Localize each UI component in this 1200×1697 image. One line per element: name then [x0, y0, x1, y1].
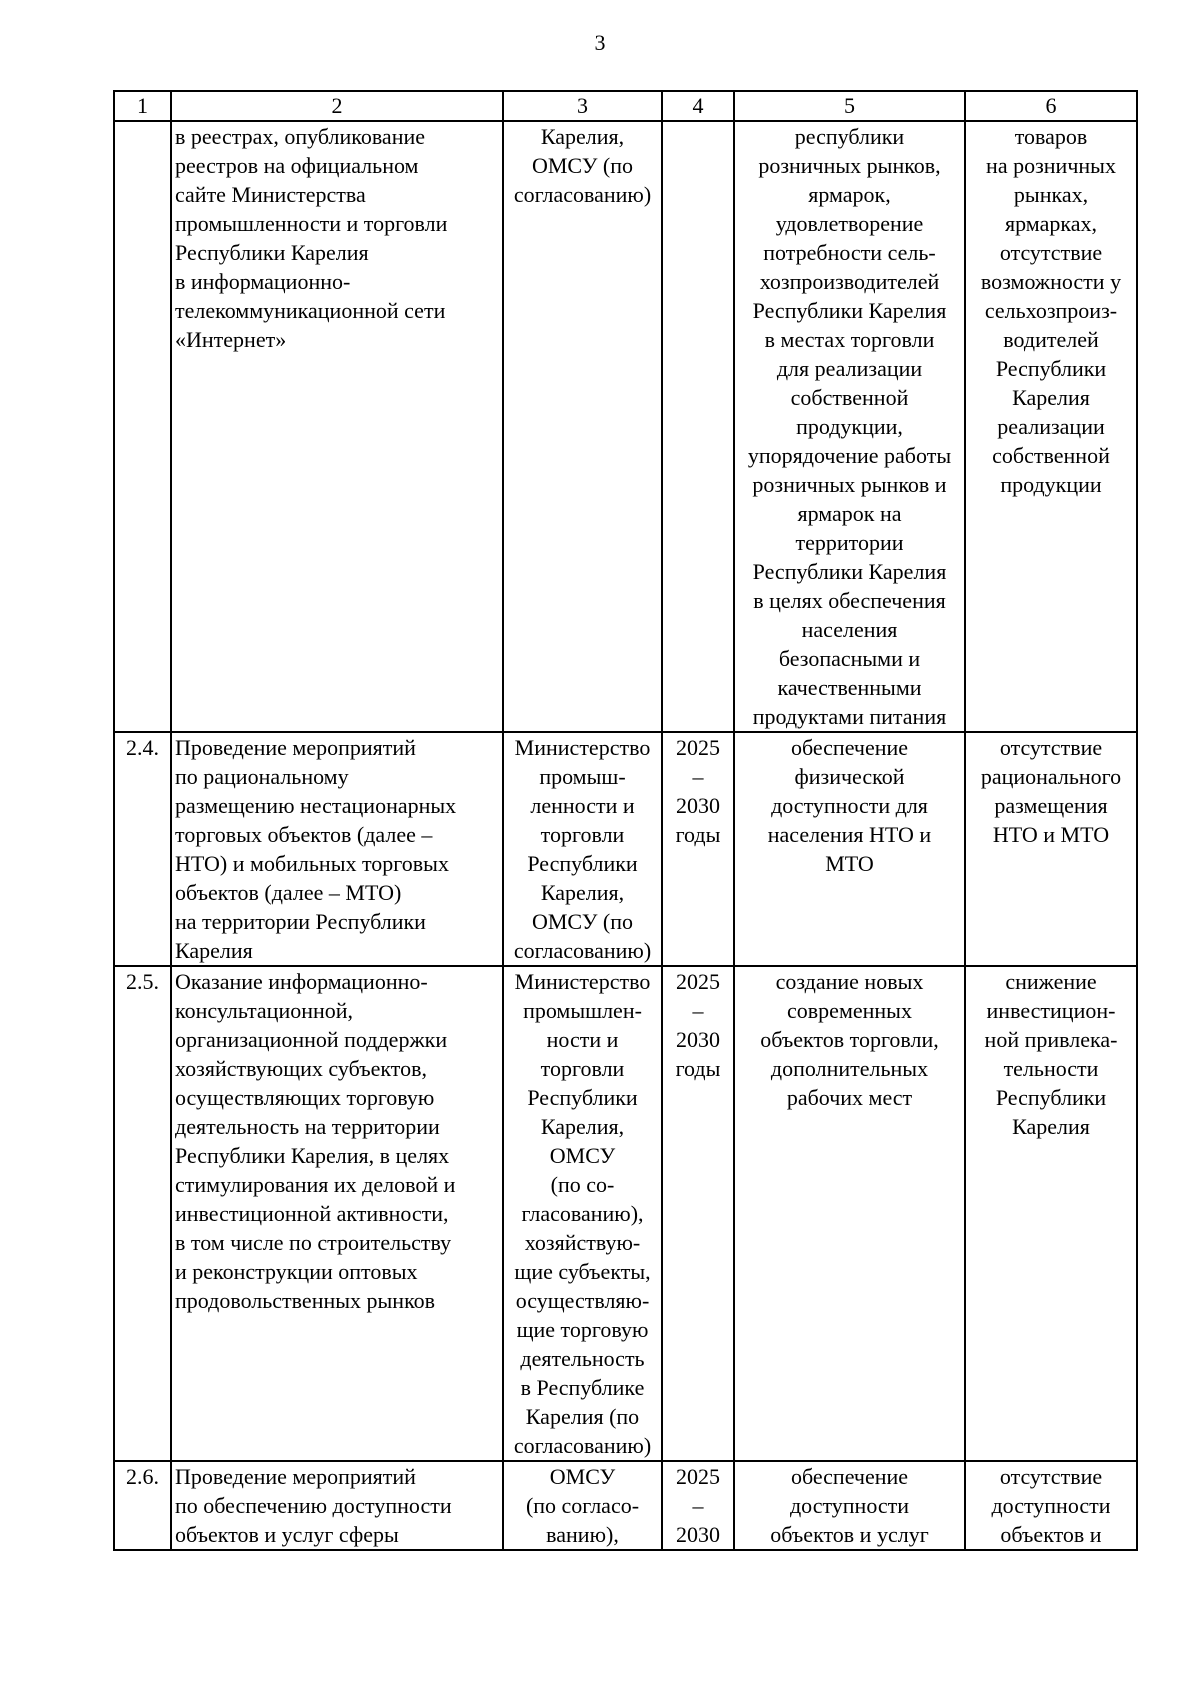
cell-text-line: объектов и	[1000, 1522, 1102, 1547]
measures-table	[113, 90, 1138, 1551]
cell-text-line: рынках,	[1013, 182, 1089, 207]
cell-text-line: создание новых	[775, 969, 924, 994]
item-number-cell	[114, 1461, 171, 1550]
cell-text-line: безопасными и	[778, 646, 921, 671]
cell-text-line: снижение	[1005, 969, 1097, 994]
cell-text-line: сельхозпроиз-	[984, 298, 1118, 323]
cell-text-line: осуществляющих торговую	[175, 1085, 435, 1110]
executor-cell	[503, 1461, 662, 1550]
cell-text-line: обеспечение	[790, 735, 909, 760]
cell-text-line: хозпроизводителей	[759, 269, 940, 294]
column-number-row	[114, 91, 1137, 121]
cell-text-line: физической	[794, 764, 905, 789]
cell-text-line: объектов и услуг	[770, 1522, 929, 1547]
column-header: 4	[662, 91, 734, 121]
cell-text-line: для реализации	[776, 356, 923, 381]
cell-text-line: Республики	[995, 1085, 1107, 1110]
cell-text-line: собственной	[992, 443, 1110, 468]
cell-text-line: рационального	[980, 764, 1122, 789]
table-row	[114, 121, 1137, 732]
cell-text-line: Республики	[995, 356, 1107, 381]
cell-text-line: упорядочение работы	[747, 443, 952, 468]
cell-text-line: ной привлека-	[984, 1027, 1118, 1052]
cell-text-line: 2025	[676, 735, 720, 760]
column-header: 6	[965, 91, 1137, 121]
cell-text-line: Республики Карелия	[175, 240, 369, 265]
cell-text-line: продуктами питания	[752, 704, 947, 729]
cell-text-line: качественными	[777, 675, 922, 700]
cell-text-line: доступности	[991, 1493, 1111, 1518]
column-header: 2	[171, 91, 503, 121]
cell-text-line: (по со-	[550, 1172, 615, 1197]
cell-text-line: отсутствие	[999, 240, 1103, 265]
cell-text-line: удовлетворение	[775, 211, 924, 236]
cell-text-line: щие торговую	[516, 1317, 649, 1342]
cell-text-line: реализации	[997, 414, 1105, 439]
cell-text-line: Карелия	[1012, 385, 1090, 410]
cell-text-line: Карелия	[175, 938, 253, 963]
cell-text-line: «Интернет»	[175, 327, 287, 352]
cell-text-line: республики	[794, 124, 905, 149]
cell-text-line: 2030	[676, 1522, 720, 1547]
measure-name-cell	[171, 966, 503, 1461]
cell-text-line: консультационной,	[175, 998, 354, 1023]
cell-text-line: ОМСУ (по	[531, 153, 633, 178]
table-row	[114, 1461, 1137, 1550]
measure-name-cell	[171, 732, 503, 966]
cell-text-line: торговых объектов (далее –	[175, 822, 433, 847]
cell-text-line: хозяйствующих субъектов,	[175, 1056, 427, 1081]
cell-text-line: потребности сель-	[763, 240, 936, 265]
cell-text-line: 2.4.	[126, 735, 159, 760]
expected-result-cell	[734, 121, 965, 732]
cell-text-line: на территории Республики	[175, 909, 426, 934]
cell-text-line: Проведение мероприятий	[175, 735, 416, 760]
cell-text-line: согласованию)	[513, 938, 652, 963]
cell-text-line: объектов торговли,	[760, 1027, 939, 1052]
cell-text-line: сайте Министерства	[175, 182, 366, 207]
cell-text-line: 2.5.	[126, 969, 159, 994]
cell-text-line: Карелия,	[540, 880, 625, 905]
cell-text-line: размещению нестационарных	[175, 793, 457, 818]
term-cell	[662, 966, 734, 1461]
cell-text-line: в Республике	[520, 1375, 645, 1400]
cell-text-line: инвестиционной активности,	[175, 1201, 449, 1226]
cell-text-line: ОМСУ	[549, 1143, 616, 1168]
item-number-cell	[114, 732, 171, 966]
cell-text-line: 2025	[676, 1464, 720, 1489]
cell-text-line: щие субъекты,	[514, 1259, 651, 1284]
cell-text-line: в информационно-	[175, 269, 351, 294]
cell-text-line: гласованию),	[521, 1201, 644, 1226]
table-body	[114, 121, 1137, 1550]
cell-text-line: отсутствие	[999, 1464, 1103, 1489]
table-row	[114, 966, 1137, 1461]
cell-text-line: Министерство	[514, 735, 651, 760]
cell-text-line: водителей	[1003, 327, 1099, 352]
cell-text-line: 2025	[676, 969, 720, 994]
cell-text-line: 2.6.	[126, 1464, 159, 1489]
cell-text-line: в целях обеспечения	[753, 588, 946, 613]
cell-text-line: 2030	[676, 793, 720, 818]
cell-text-line: промыш-	[539, 764, 626, 789]
cell-text-line: МТО	[825, 851, 874, 876]
cell-text-line: ОМСУ	[549, 1464, 616, 1489]
cell-text-line: территории	[795, 530, 904, 555]
cell-text-line: 2030	[676, 1027, 720, 1052]
cell-text-line: инвестицион-	[986, 998, 1116, 1023]
executor-cell	[503, 121, 662, 732]
cell-text-line: Министерство	[514, 969, 651, 994]
expected-result-cell	[734, 1461, 965, 1550]
cell-text-line: Карелия,	[540, 124, 625, 149]
cell-text-line: дополнительных	[770, 1056, 929, 1081]
cell-text-line: телекоммуникационной сети	[175, 298, 446, 323]
consequence-cell	[965, 966, 1137, 1461]
cell-text-line: согласованию)	[513, 1433, 652, 1458]
cell-text-line: Карелия,	[540, 1114, 625, 1139]
cell-text-line: Карелия (по	[525, 1404, 640, 1429]
cell-text-line: продукции	[1000, 472, 1102, 497]
expected-result-cell	[734, 966, 965, 1461]
cell-text-line: Оказание информационно-	[175, 969, 428, 994]
cell-text-line: годы	[675, 822, 721, 847]
expected-result-cell	[734, 732, 965, 966]
cell-text-line: торговли	[540, 1056, 625, 1081]
cell-text-line: в реестрах, опубликование	[175, 124, 426, 149]
cell-text-line: промышлен-	[523, 998, 642, 1023]
cell-text-line: объектов (далее – МТО)	[175, 880, 402, 905]
cell-text-line: и реконструкции оптовых	[175, 1259, 418, 1284]
column-header: 3	[503, 91, 662, 121]
cell-text-line: ярмарках,	[1005, 211, 1097, 236]
cell-text-line: собственной	[790, 385, 909, 410]
cell-text-line: размещения	[994, 793, 1108, 818]
cell-text-line: ности и	[546, 1027, 619, 1052]
item-number-cell	[114, 121, 171, 732]
cell-text-line: НТО и МТО	[992, 822, 1110, 847]
cell-text-line: доступности для	[771, 793, 928, 818]
cell-text-line: промышленности и торговли	[175, 211, 448, 236]
cell-text-line: объектов и услуг сферы	[175, 1522, 399, 1547]
cell-text-line: населения НТО и	[767, 822, 932, 847]
cell-text-line: отсутствие	[999, 735, 1103, 760]
cell-text-line: Проведение мероприятий	[175, 1464, 416, 1489]
cell-text-line: доступности	[789, 1493, 910, 1518]
cell-text-line: рабочих мест	[786, 1085, 913, 1110]
cell-text-line: НТО) и мобильных торговых	[175, 851, 449, 876]
measure-name-cell	[171, 1461, 503, 1550]
consequence-cell	[965, 121, 1137, 732]
cell-text-line: розничных рынков и	[752, 472, 947, 497]
executor-cell	[503, 732, 662, 966]
cell-text-line: товаров	[1014, 124, 1088, 149]
cell-text-line: по обеспечению доступности	[175, 1493, 452, 1518]
item-number-cell	[114, 966, 171, 1461]
cell-text-line: тельности	[1003, 1056, 1099, 1081]
column-header: 1	[114, 91, 171, 121]
cell-text-line: Республики Карелия	[752, 559, 947, 584]
table-row	[114, 732, 1137, 966]
cell-text-line: ванию),	[546, 1522, 619, 1547]
cell-text-line: торговли	[540, 822, 625, 847]
cell-text-line: по рациональному	[175, 764, 349, 789]
term-cell	[662, 121, 734, 732]
column-header: 5	[734, 91, 965, 121]
cell-text-line: –	[692, 998, 704, 1023]
cell-text-line: Республики	[527, 1085, 638, 1110]
cell-text-line: организационной поддержки	[175, 1027, 448, 1052]
cell-text-line: –	[692, 1493, 704, 1518]
measure-name-cell	[171, 121, 503, 732]
cell-text-line: –	[692, 764, 704, 789]
cell-text-line: в том числе по строительству	[175, 1230, 452, 1255]
page-number: 3	[594, 30, 606, 55]
cell-text-line: ярмарок на	[797, 501, 902, 526]
cell-text-line: Республики Карелия, в целях	[175, 1143, 450, 1168]
cell-text-line: деятельность на территории	[175, 1114, 440, 1139]
cell-text-line: ОМСУ (по	[531, 909, 633, 934]
cell-text-line: современных	[787, 998, 912, 1023]
cell-text-line: Республики	[527, 851, 638, 876]
cell-text-line: ленности и	[530, 793, 635, 818]
cell-text-line: Республики Карелия	[752, 298, 947, 323]
cell-text-line: возможности у	[980, 269, 1122, 294]
cell-text-line: населения	[801, 617, 898, 642]
cell-text-line: годы	[675, 1056, 721, 1081]
cell-text-line: продукции,	[796, 414, 903, 439]
cell-text-line: реестров на официальном	[175, 153, 419, 178]
cell-text-line: (по согласо-	[525, 1493, 640, 1518]
cell-text-line: согласованию)	[513, 182, 652, 207]
cell-text-line: деятельность	[520, 1346, 645, 1371]
cell-text-line: хозяйствую-	[524, 1230, 641, 1255]
term-cell	[662, 732, 734, 966]
cell-text-line: Карелия	[1012, 1114, 1090, 1139]
cell-text-line: на розничных	[986, 153, 1116, 178]
cell-text-line: ярмарок,	[808, 182, 891, 207]
consequence-cell	[965, 732, 1137, 966]
cell-text-line: обеспечение	[790, 1464, 909, 1489]
cell-text-line: розничных рынков,	[758, 153, 941, 178]
cell-text-line: продовольственных рынков	[175, 1288, 436, 1313]
cell-text-line: стимулирования их деловой и	[175, 1172, 456, 1197]
cell-text-line: осуществляю-	[515, 1288, 650, 1313]
cell-text-line: в местах торговли	[764, 327, 935, 352]
term-cell	[662, 1461, 734, 1550]
consequence-cell	[965, 1461, 1137, 1550]
executor-cell	[503, 966, 662, 1461]
